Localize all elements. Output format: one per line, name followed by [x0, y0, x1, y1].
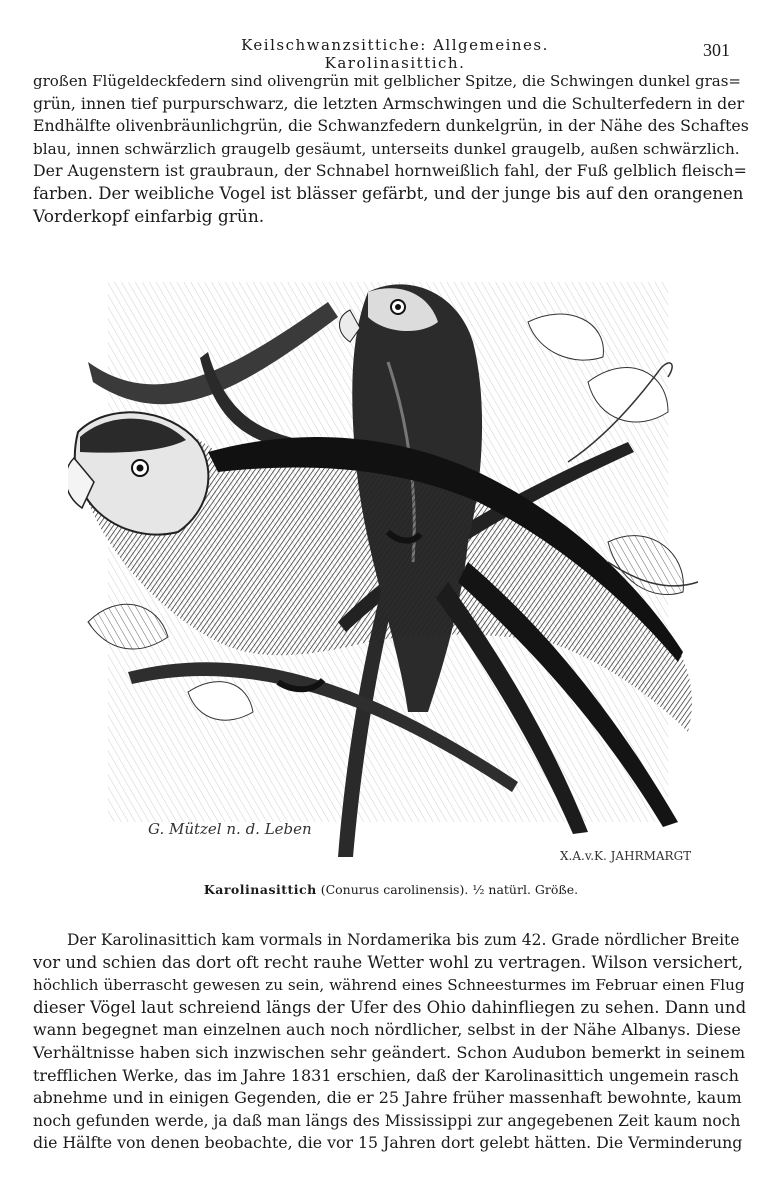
paragraph-continuation — [33, 70, 749, 228]
text-line: blau, innen schwärzlich graugelb gesäumt, unterseits dunkel graugelb, außen schwärzlich. — [33, 139, 740, 158]
text-line: großen Flügeldeckfedern sind olivengrün mit gelblicher Spitze, die Schwingen dunkel gras= — [33, 72, 741, 90]
caption-scale: ½ natürl. Größe. — [472, 882, 579, 897]
text-line: vor und schien das dort oft recht rauhe Wetter wohl zu vertragen. Wilson versichert, — [33, 952, 744, 972]
figure-caption — [0, 882, 782, 897]
text-line-content: Der Karolinasittich kam vormals in Nordamerika bis zum 42. Grade nördlicher Breite — [67, 931, 740, 949]
text-line: farben. Der weibliche Vogel ist blässer gefärbt, und der junge bis auf den orangenen — [33, 183, 744, 203]
parrot-illustration — [68, 262, 708, 867]
text-line: die Hälfte von denen beobachte, die vor 15 Jahren dort gelebt hätten. Die Verminderung — [33, 1133, 743, 1153]
text-line: dieser Vögel laut schreiend längs der Ufer des Ohio dahinfliegen zu sehen. Dann und — [33, 997, 747, 1017]
text-line: grün, innen tief purpurschwarz, die letzten Armschwingen und die Schulterfedern in der — [33, 93, 745, 113]
text-line — [33, 929, 740, 952]
paragraph-main — [33, 929, 747, 1155]
text-line: noch gefunden werde, ja daß man längs des Mississippi zur angegebenen Zeit kaum noch — [33, 1111, 741, 1130]
text-line: abnehme und in einigen Gegenden, die er 25 Jahre früher massenhaft bewohnte, kaum — [33, 1088, 742, 1108]
engraver-signature: X.A.v.K. JAHRMARGT — [560, 849, 692, 863]
text-line: Der Augenstern ist graubraun, der Schnabel hornweißlich fahl, der Fuß gelblich fleisch= — [33, 161, 747, 181]
text-line: Verhältnisse haben sich inzwischen sehr geändert. Schon Audubon bemerkt in seinem — [33, 1042, 746, 1062]
page-number: 301 — [703, 40, 730, 60]
running-title: Keilschwanzsittiche: Allgemeines. Karolinasittich. — [241, 36, 549, 72]
caption-latin: (Conurus carolinensis). — [320, 882, 469, 897]
artist-signature: G. Mützel n. d. Leben — [148, 820, 312, 838]
text-line: wann begegnet man einzelnen auch noch nördlicher, selbst in der Nähe Albanys. Diese — [33, 1020, 741, 1040]
text-line: höchlich überrascht gewesen zu sein, während eines Schneesturmes im Februar einen Flug — [33, 976, 745, 995]
text-line: trefflichen Werke, das im Jahre 1831 erschien, daß der Karolinasittich ungemein rasch — [33, 1065, 739, 1085]
text-line: Vorderkopf einfarbig grün. — [33, 206, 265, 227]
text-line: Endhälfte olivenbräunlichgrün, die Schwanzfedern dunkelgrün, in der Nähe des Schaftes — [33, 116, 749, 136]
caption-name: Karolinasittich — [203, 882, 317, 897]
